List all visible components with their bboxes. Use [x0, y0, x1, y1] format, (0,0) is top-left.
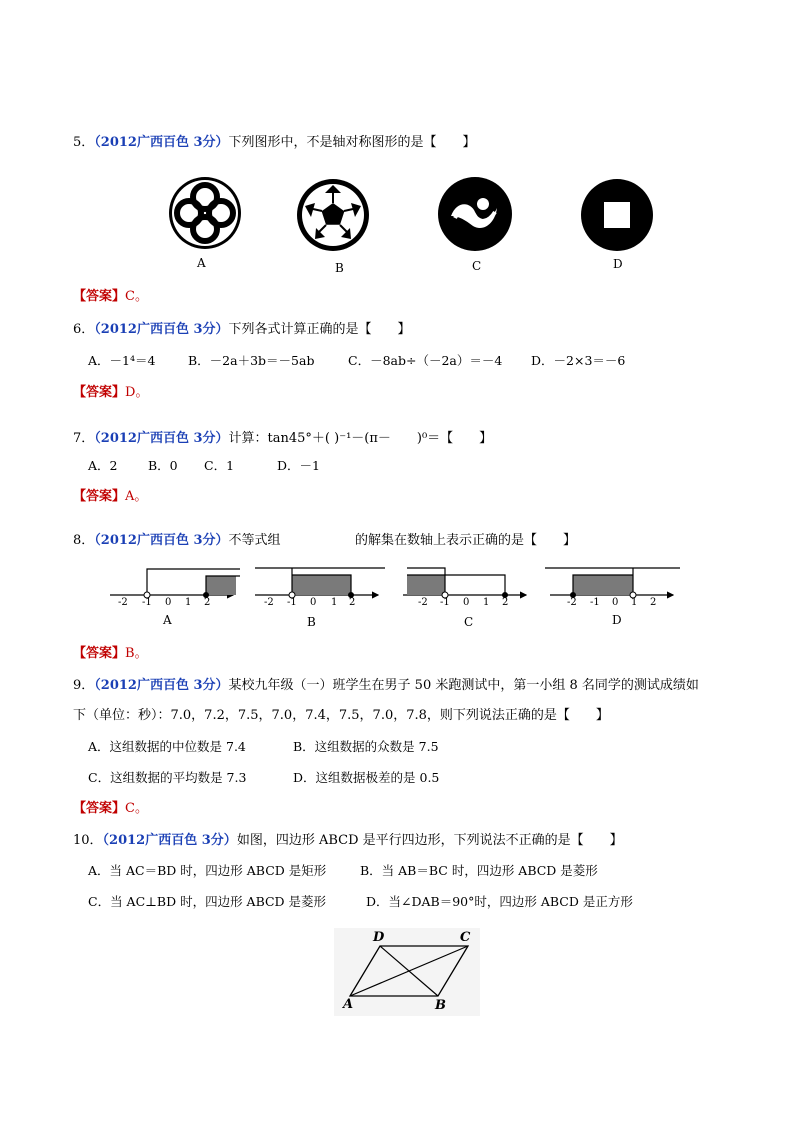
q10-number: 10．: [73, 833, 103, 848]
q10-option-a: A．当 AC＝BD 时，四边形 ABCD 是矩形: [88, 863, 327, 878]
q9-option-d: D．这组数据极差的是 0.5: [293, 770, 440, 785]
q5-figure-a: [169, 177, 241, 249]
q8-c-tick-1: 1: [483, 597, 490, 608]
q10-source: （2012广西百色 3分）: [102, 833, 237, 848]
q8-d-tick-2: 2: [650, 597, 657, 608]
q5-answer-tag: 【答案】: [73, 289, 126, 304]
q5-figure-b: [297, 179, 369, 251]
q5-number: 5．: [73, 135, 95, 150]
q8-b-tick-0: 0: [310, 597, 317, 608]
q9-source: （2012广西百色 3分）: [94, 678, 229, 693]
q10-parallelogram-figure: [334, 928, 480, 1016]
q10-vertex-d: D: [373, 930, 385, 945]
q7-stem: 计算：tan45°＋( )⁻¹－(π－ )⁰＝【 】: [228, 431, 493, 446]
q7-stem-line: [73, 430, 492, 448]
q6-stem-line: [73, 321, 411, 339]
q8-b-tick-1: 1: [331, 597, 338, 608]
q7-answer-value: A。: [125, 489, 148, 504]
q9-stem-1: 某校九年级（一）班学生在男子 50 米跑测试中，第一小组 8 名同学的测试成绩如: [228, 678, 699, 693]
q5-answer-value: C。: [125, 289, 148, 304]
q8-a-tick-0: 0: [165, 597, 172, 608]
q8-answer-value: B。: [125, 646, 148, 661]
q9-option-a: A．这组数据的中位数是 7.4: [88, 739, 246, 754]
q6-number: 6．: [73, 322, 95, 337]
q6-answer: [73, 384, 148, 402]
q8-b-tick-m2: -2: [264, 597, 274, 608]
q6-option-c: C．－8ab÷（－2a）＝－4: [348, 353, 503, 368]
q7-answer: [73, 488, 147, 506]
q10-vertex-b: B: [435, 998, 446, 1013]
q8-b-tick-2: 2: [349, 597, 356, 608]
q8-axis-c: [403, 568, 526, 598]
q8-stem-b: 的解集在数轴上表示正确的是【 】: [355, 533, 577, 548]
q10-option-b: B．当 AB＝BC 时，四边形 ABCD 是菱形: [360, 863, 598, 878]
q9-option-c: C．这组数据的平均数是 7.3: [88, 770, 247, 785]
q5-figure-c: [438, 177, 512, 251]
q8-c-tick-m1: -1: [440, 597, 450, 608]
q5-label-b: B: [335, 261, 344, 275]
q5-source: （2012广西百色 3分）: [94, 135, 229, 150]
q9-stem-2: 下（单位：秒）：7.0，7.2，7.5，7.0，7.4，7.5，7.0，7.8，则下列说法正确的是【 】: [73, 708, 609, 723]
q8-c-tick-m2: -2: [418, 597, 428, 608]
q8-label-a: A: [163, 613, 172, 627]
q7-source: （2012广西百色 3分）: [94, 431, 229, 446]
q8-d-tick-0: 0: [612, 597, 619, 608]
q8-d-tick-1: 1: [631, 597, 638, 608]
q8-answer: [73, 645, 148, 663]
q9-answer-tag: 【答案】: [73, 801, 126, 816]
q10-stem-line: [73, 832, 623, 850]
q8-stem-line: [73, 532, 281, 550]
q10-option-d: D．当∠DAB＝90°时，四边形 ABCD 是正方形: [366, 894, 633, 909]
q7-option-b: B．0: [148, 458, 178, 473]
q8-d-tick-m1: -1: [590, 597, 600, 608]
q7-option-a: A．2: [88, 458, 118, 473]
q5-answer: [73, 288, 148, 306]
q8-a-tick-2: 2: [204, 597, 211, 608]
q5-label-d: D: [613, 257, 623, 271]
q9-stem-line-1: [73, 677, 699, 695]
q8-label-b: B: [307, 615, 316, 629]
q6-option-a: A．－1⁴＝4: [88, 353, 156, 368]
q9-answer-value: C。: [125, 801, 148, 816]
q10-vertex-a: A: [343, 997, 354, 1012]
q6-answer-value: D。: [125, 385, 149, 400]
q9-option-b: B．这组数据的众数是 7.5: [293, 739, 439, 754]
q8-a-tick-1: 1: [185, 597, 192, 608]
q5-label-a: A: [197, 256, 206, 270]
q9-answer: [73, 800, 148, 818]
q9-number: 9．: [73, 678, 95, 693]
q8-a-tick-m2: -2: [118, 597, 128, 608]
q5-figures: [160, 172, 670, 277]
q8-axis-a: [110, 569, 240, 598]
q6-answer-tag: 【答案】: [73, 385, 126, 400]
q5-stem-line: [73, 134, 476, 152]
q8-a-tick-m1: -1: [142, 597, 152, 608]
q10-stem: 如图，四边形 ABCD 是平行四边形，下列说法不正确的是【 】: [236, 833, 623, 848]
q6-option-b: B．－2a＋3b＝－5ab: [188, 353, 315, 368]
q5-label-c: C: [472, 259, 482, 273]
q8-label-c: C: [464, 615, 474, 629]
q8-label-d: D: [612, 613, 622, 627]
q6-source: （2012广西百色 3分）: [94, 322, 229, 337]
q7-option-c: C．1: [204, 458, 235, 473]
q8-c-tick-2: 2: [502, 597, 509, 608]
q5-figure-d: [581, 179, 653, 251]
q5-stem: 下列图形中，不是轴对称图形的是【 】: [228, 135, 476, 150]
q8-answer-tag: 【答案】: [73, 646, 126, 661]
q8-axis-b: [255, 568, 385, 598]
q8-axis-d: [545, 568, 680, 598]
q8-d-tick-m2: -2: [567, 597, 577, 608]
q10-vertex-c: C: [460, 930, 471, 945]
q8-source: （2012广西百色 3分）: [94, 533, 229, 548]
q8-stem-a: 不等式组: [228, 533, 281, 548]
q10-option-c: C．当 AC⊥BD 时，四边形 ABCD 是菱形: [88, 894, 327, 909]
q7-answer-tag: 【答案】: [73, 489, 126, 504]
q8-b-tick-m1: -1: [287, 597, 297, 608]
q8-number: 8．: [73, 533, 95, 548]
q8-c-tick-0: 0: [463, 597, 470, 608]
q6-option-d: D．－2×3＝－6: [531, 353, 626, 368]
q7-number: 7．: [73, 431, 95, 446]
q6-stem: 下列各式计算正确的是【 】: [228, 322, 411, 337]
q7-option-d: D．－1: [277, 458, 320, 473]
